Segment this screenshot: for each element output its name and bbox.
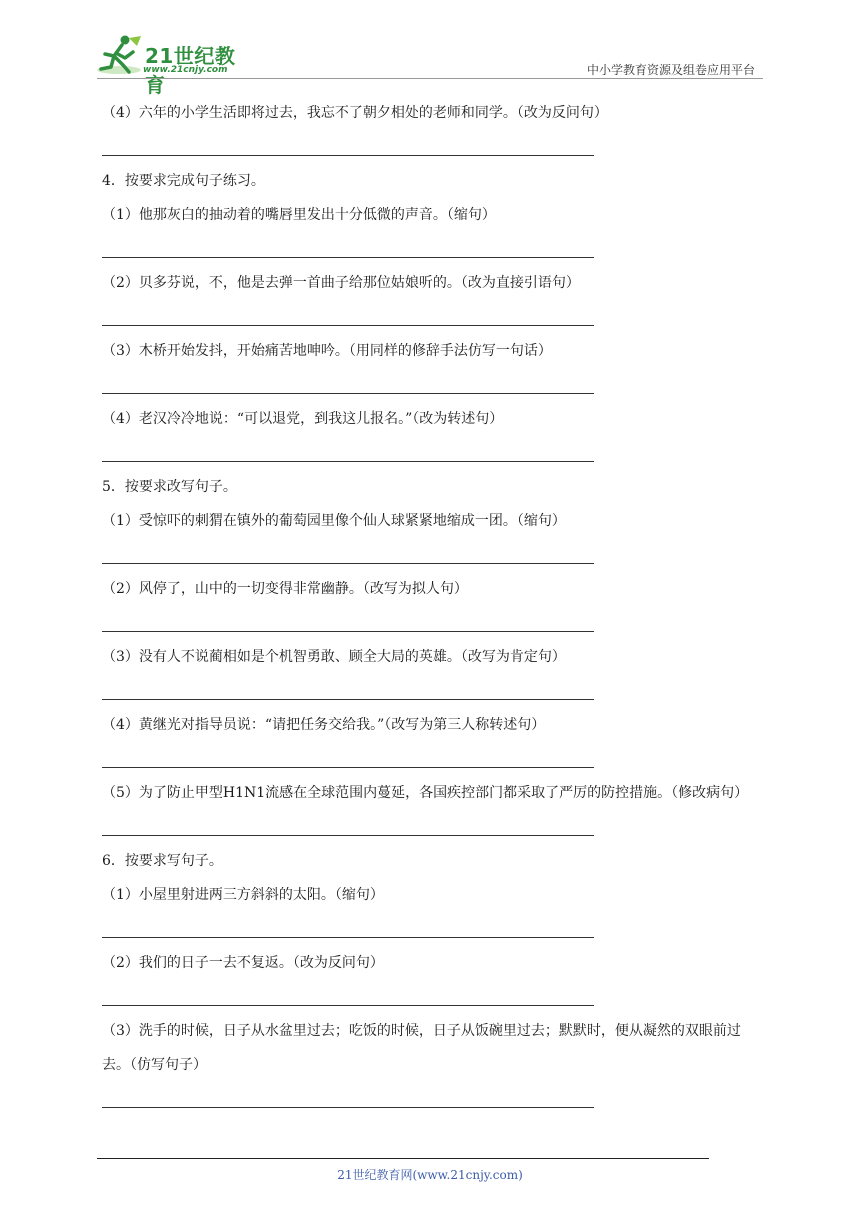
answer-line[interactable] <box>102 742 762 776</box>
section-5-title: 5．按要求改写句子。 <box>102 479 237 495</box>
brand-name: 21世纪教育 <box>145 44 236 97</box>
question-5-2: （2）风停了，山中的一切变得非常幽静。（改写为拟人句） <box>102 581 468 597</box>
question-6-3: （3）洗手的时候，日子从水盆里过去；吃饭的时候，日子从饭碗里过去；默默时，便从凝然的双眼前过去。（仿写句子） <box>102 1023 741 1073</box>
answer-line[interactable] <box>102 606 762 640</box>
answer-line[interactable] <box>102 368 762 402</box>
footer-link[interactable]: 21世纪教育网(www.21cnjy.com) <box>337 1168 523 1182</box>
question-5-4: （4）黄继光对指导员说：“请把任务交给我。”（改写为第三人称转述句） <box>102 717 546 733</box>
answer-line[interactable] <box>102 300 762 334</box>
answer-line[interactable] <box>102 130 762 164</box>
brand-url: www.21cnjy.com <box>143 65 228 75</box>
question-4-3: （3）木桥开始发抖，开始痛苦地呻吟。（用同样的修辞手法仿写一句话） <box>102 343 552 359</box>
exercise-content <box>102 96 762 1116</box>
question-4-4: （4）六年的小学生活即将过去，我忘不了朝夕相处的老师和同学。（改为反问句） <box>102 105 608 121</box>
question-6-1: （1）小屋里射进两三方斜斜的太阳。（缩句） <box>102 887 384 903</box>
answer-line[interactable] <box>102 538 762 572</box>
answer-line[interactable] <box>102 912 762 946</box>
answer-line[interactable] <box>102 980 762 1014</box>
page-header <box>0 0 860 97</box>
platform-title: 中小学教育资源及组卷应用平台 <box>586 63 755 77</box>
brand-logo[interactable] <box>95 34 255 97</box>
answer-line[interactable] <box>102 1082 762 1116</box>
footer-divider <box>97 1158 709 1159</box>
question-5-1: （1）受惊吓的刺猬在镇外的葡萄园里像个仙人球紧紧地缩成一团。（缩句） <box>102 513 566 529</box>
question-5-5: （5）为了防止甲型H1N1流感在全球范围内蔓延，各国疾控部门都采取了严厉的防控措施。（修改病句） <box>102 785 749 801</box>
answer-line[interactable] <box>102 810 762 844</box>
runner-logo-icon <box>95 34 143 76</box>
section-4-title: 4．按要求完成句子练习。 <box>102 173 265 189</box>
question-4-4b: （4）老汉冷冷地说：“可以退党，到我这儿报名。”（改为转述句） <box>102 411 504 427</box>
question-4-1: （1）他那灰白的抽动着的嘴唇里发出十分低微的声音。（缩句） <box>102 207 496 223</box>
section-6-title: 6．按要求写句子。 <box>102 853 223 869</box>
question-5-3: （3）没有人不说蔺相如是个机智勇敢、顾全大局的英雄。（改写为肯定句） <box>102 649 566 665</box>
header-divider <box>97 78 763 79</box>
answer-line[interactable] <box>102 674 762 708</box>
question-4-2: （2）贝多芬说，不，他是去弹一首曲子给那位姑娘听的。（改为直接引语句） <box>102 275 580 291</box>
answer-line[interactable] <box>102 436 762 470</box>
question-6-2: （2）我们的日子一去不复返。（改为反问句） <box>102 955 384 971</box>
answer-line[interactable] <box>102 232 762 266</box>
